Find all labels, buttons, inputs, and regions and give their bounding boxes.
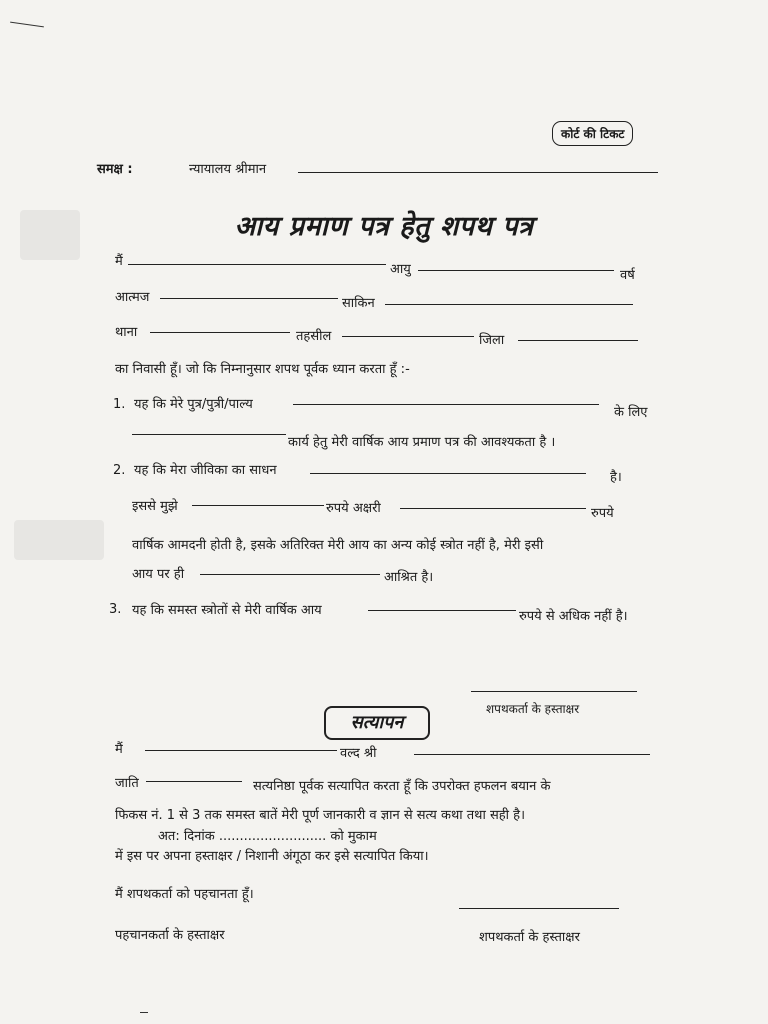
scan-smudge-left [14, 520, 104, 560]
station-label: थाना [115, 325, 138, 340]
ver-i-label: मैं [115, 742, 123, 757]
identify-text: मैं शपथकर्ता को पहचानता हूँ। [115, 887, 254, 902]
point2-line4-b: आश्रित है। [384, 570, 434, 585]
dependent-on-line [200, 574, 380, 575]
point3-text: यह कि समस्त स्त्रोतों से मेरी वार्षिक आय [132, 603, 322, 618]
amount-words-line [400, 508, 586, 509]
years-label: वर्ष [620, 268, 635, 283]
deponent-signature-line-2 [459, 908, 619, 909]
point2-text: यह कि मेरा जीविका का साधन [134, 463, 277, 478]
deponent-signature-line-1 [471, 691, 637, 692]
point2-rupees-words: रुपये अक्षरी [326, 501, 381, 516]
age-label: आयु [390, 262, 411, 277]
tehsil-label: तहसील [296, 329, 332, 344]
court-ticket-box: कोर्ट की टिकट [552, 121, 633, 146]
ver-caste-line [146, 781, 242, 782]
scan-mark-top [10, 22, 44, 28]
verification-title: सत्यापन [324, 706, 430, 740]
deponent-signature-label-2: शपथकर्ता के हस्ताक्षर [479, 930, 580, 945]
son-of-label: आत्मज [115, 290, 150, 305]
ver-father-line [414, 754, 650, 755]
point2-is: है। [610, 470, 622, 485]
point1-for: के लिए [614, 405, 648, 420]
point1-line2: कार्य हेतु मेरी वार्षिक आय प्रमाण पत्र की आवश्यकता है । [288, 435, 556, 450]
district-label: जिला [479, 333, 505, 348]
name-line [128, 264, 386, 265]
ver-line3: फिकस नं. 1 से 3 तक समस्त बातें मेरी पूर्ण जानकारी व ज्ञान से सत्य कथा तथा सही है। [115, 808, 526, 823]
i-label: मैं [115, 254, 123, 269]
point2-from-this: इससे मुझे [132, 499, 178, 514]
age-line [418, 270, 614, 271]
ver-row2-text: सत्यनिष्ठा पूर्वक सत्यापित करता हूँ कि उपरोक्त हफलन बयान के [253, 779, 551, 794]
court-name-line [298, 172, 658, 173]
point1-number: 1. [113, 397, 126, 412]
ver-name-line [145, 750, 337, 751]
scan-mark-bottom [140, 1012, 148, 1013]
court-text: न्यायालय श्रीमान [189, 162, 267, 177]
resident-label: साकिन [342, 296, 375, 311]
point3-number: 3. [109, 602, 122, 617]
ver-caste-label: जाति [115, 776, 139, 791]
district-line [518, 340, 638, 341]
ver-son-of-label: वल्द श्री [340, 746, 377, 761]
station-line [150, 332, 290, 333]
father-name-line [160, 298, 338, 299]
document-title: आय प्रमाण पत्र हेतु शपथ पत्र [234, 211, 534, 242]
deponent-signature-label-1: शपथकर्ता के हस्ताक्षर [486, 702, 580, 716]
annual-income-line [368, 610, 516, 611]
identifier-signature-label: पहचानकर्ता के हस्ताक्षर [115, 928, 225, 943]
tehsil-line [342, 336, 474, 337]
point2-line4-a: आय पर ही [132, 567, 185, 582]
purpose-line [293, 404, 599, 405]
work-line [132, 434, 286, 435]
before-label: समक्ष : [97, 162, 133, 177]
point2-line3: वार्षिक आमदनी होती है, इसके अतिरिक्त मेरी आय का अन्य कोई स्त्रोत नहीं है, मेरी इसी [132, 538, 544, 553]
point1-text: यह कि मेरे पुत्र/पुत्री/पाल्य [134, 397, 253, 412]
point2-rupees: रुपये [591, 506, 614, 521]
intro-text: का निवासी हूँ। जो कि निम्नानुसार शपथ पूर्वक ध्यान करता हूँ :- [115, 362, 410, 377]
point3-tail: रुपये से अधिक नहीं है। [519, 609, 628, 624]
livelihood-line [310, 473, 586, 474]
residence-line [385, 304, 633, 305]
ver-line5: में इस पर अपना हस्ताक्षर / निशानी अंगूठा कर इसे सत्यापित किया। [115, 849, 429, 864]
amount-figures-line [192, 505, 324, 506]
ver-line4: अत: दिनांक .......................... को मुकाम [158, 829, 377, 844]
point2-number: 2. [113, 463, 126, 478]
